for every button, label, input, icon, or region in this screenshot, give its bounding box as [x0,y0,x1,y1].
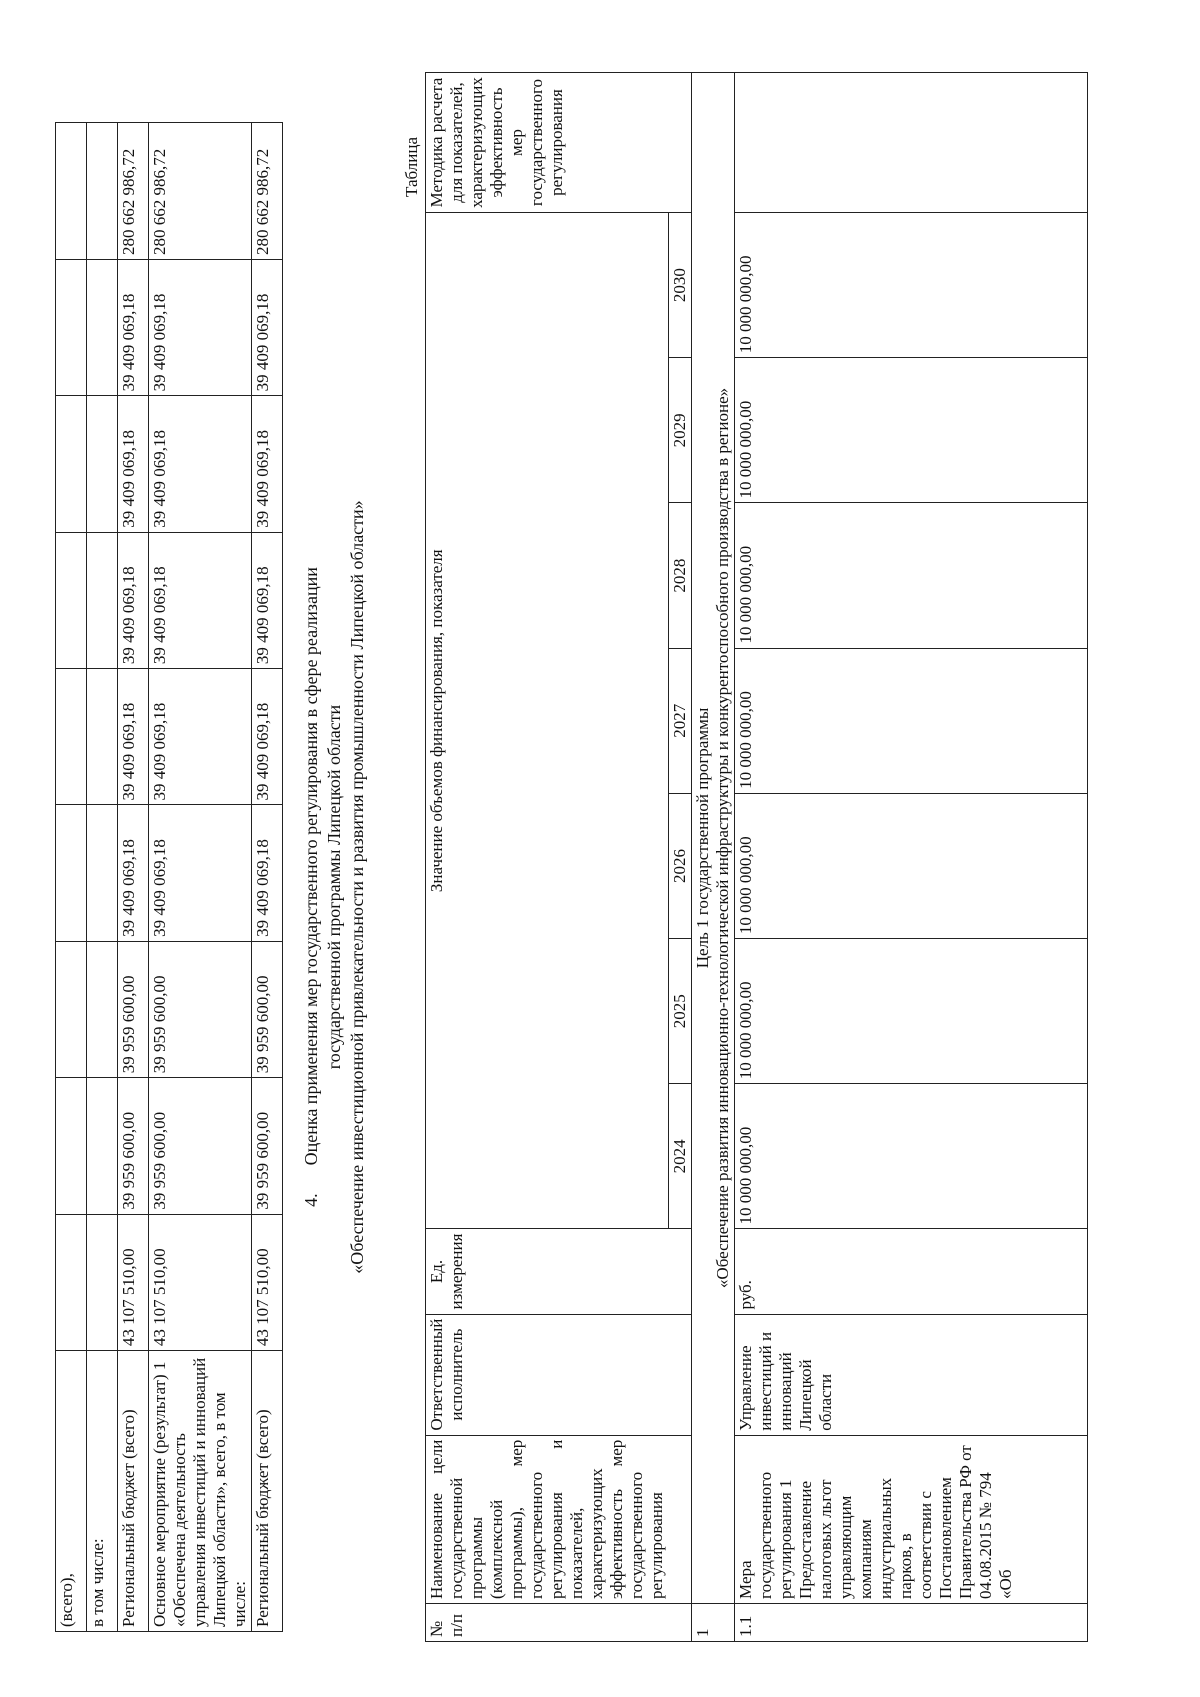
financing-cell: 39 409 069,18 [149,669,252,805]
measure-row [735,73,1088,1642]
financing-cell [56,1214,87,1350]
measure-method [735,73,1088,213]
goal-line-2: «Обеспечение развития инновационно-технологической инфраструктуры и конкурентоспособного производства в регионе» [713,387,732,1289]
financing-cell: 39 409 069,18 [118,532,149,668]
header-row-1 [426,73,669,1642]
header-method: Методика расчета для показателей, характеризующих эффективность мер государственного регулирования [426,73,692,213]
heading-line-2: государственной программы Липецкой области [324,704,344,1070]
financing-row [87,123,118,1632]
financing-row [118,123,149,1632]
measure-executor: Управление инвестиций и инноваций Липецкой области [735,1314,1088,1435]
financing-cell: 39 959 600,00 [118,1078,149,1214]
financing-cell: 39 409 069,18 [252,396,283,532]
financing-cell: 43 107 510,00 [118,1214,149,1350]
measure-value: 10 000 000,00 [735,213,1088,358]
financing-cell [56,1078,87,1214]
header-year: 2026 [669,793,692,938]
financing-cell [56,259,87,395]
heading-line-1: Оценка применения мер государственного регулирования в сфере реализации [301,567,321,1166]
goal-num: 1 [692,1603,735,1641]
financing-cell: 39 959 600,00 [252,1078,283,1214]
financing-cell: 280 662 986,72 [149,123,252,260]
financing-cell [56,669,87,805]
goal-title [692,73,735,1604]
financing-cell [87,1078,118,1214]
financing-cell: 39 409 069,18 [252,532,283,668]
financing-cell [56,532,87,668]
measure-value: 10 000 000,00 [735,648,1088,793]
financing-cell: 39 409 069,18 [252,805,283,941]
section-number: 4. [301,1193,321,1207]
table-label: Таблица [402,137,421,197]
regulation-measures-table [425,72,1088,1642]
header-unit: Ед. измерения [426,1229,692,1314]
measure-name: Мера государственного регулирования 1 Предоставление налоговых льгот управляющим компаниям индустриальных парков, в соответствии с Постановлением Правительства РФ от 04.08.2015 № 794 «Об [735,1435,1088,1603]
measure-value: 10 000 000,00 [735,358,1088,503]
financing-cell [87,941,118,1077]
goal-line-1: Цель 1 государственной программы [693,707,712,969]
financing-row [252,123,283,1632]
financing-cell: 39 409 069,18 [149,396,252,532]
financing-cell: 39 409 069,18 [149,259,252,395]
measure-num: 1.1 [735,1603,1088,1641]
financing-cell: 39 409 069,18 [118,396,149,532]
financing-cell [87,532,118,668]
header-year: 2030 [669,213,692,358]
financing-cell [56,396,87,532]
financing-cell: 43 107 510,00 [149,1214,252,1350]
header-year: 2025 [669,939,692,1084]
financing-cell: 39 959 600,00 [252,941,283,1077]
financing-cell: 39 959 600,00 [149,1078,252,1214]
header-year: 2029 [669,358,692,503]
financing-cell [56,941,87,1077]
section-heading [300,437,369,1337]
measure-value: 10 000 000,00 [735,503,1088,648]
financing-row-label: Основное мероприятие (результат) 1 «Обеспечена деятельность управления инвестиций и инноваций Липецкой области», всего, в том числе: [149,1351,252,1632]
financing-cell: 39 959 600,00 [149,941,252,1077]
goal-row [692,73,735,1642]
financing-cell [56,805,87,941]
financing-cell [87,259,118,395]
financing-cell: 280 662 986,72 [252,123,283,260]
financing-cell [87,123,118,260]
measure-value: 10 000 000,00 [735,939,1088,1084]
measure-value: 10 000 000,00 [735,1084,1088,1229]
header-num: № п/п [426,1603,692,1641]
financing-row-label: Региональный бюджет (всего) [252,1351,283,1632]
header-year: 2028 [669,503,692,648]
financing-cell: 43 107 510,00 [252,1214,283,1350]
financing-cell: 39 409 069,18 [252,259,283,395]
financing-row [149,123,252,1632]
financing-row-label: в том числе: [87,1351,118,1632]
financing-cell [87,805,118,941]
header-values-group: Значение объемов финансирования, показателя [426,213,669,1229]
financing-cell [87,396,118,532]
financing-row-label: Региональный бюджет (всего) [118,1351,149,1632]
financing-cell: 39 409 069,18 [149,805,252,941]
financing-row [56,123,87,1632]
financing-cell: 39 409 069,18 [252,669,283,805]
financing-cell: 39 409 069,18 [118,805,149,941]
measure-unit: руб. [735,1229,1088,1314]
financing-cell: 280 662 986,72 [118,123,149,260]
financing-row-label: (всего), [56,1351,87,1632]
financing-cell [56,123,87,260]
header-year: 2024 [669,1084,692,1229]
header-executor: Ответственный исполнитель [426,1314,692,1435]
header-name: Наименование цели государственной программы (комплексной программы), мер государственного регулирования и показателей, характеризующих эффективность мер государственного регулирования [426,1435,692,1603]
measure-value: 10 000 000,00 [735,793,1088,938]
financing-cell [87,1214,118,1350]
financing-cell: 39 409 069,18 [149,532,252,668]
financing-cell [87,669,118,805]
heading-line-3: «Обеспечение инвестиционной привлекательности и развития промышленности Липецкой области» [347,500,367,1274]
financing-cell: 39 409 069,18 [118,669,149,805]
financing-cell: 39 959 600,00 [118,941,149,1077]
financing-table [55,122,283,1632]
financing-cell: 39 409 069,18 [118,259,149,395]
header-year: 2027 [669,648,692,793]
